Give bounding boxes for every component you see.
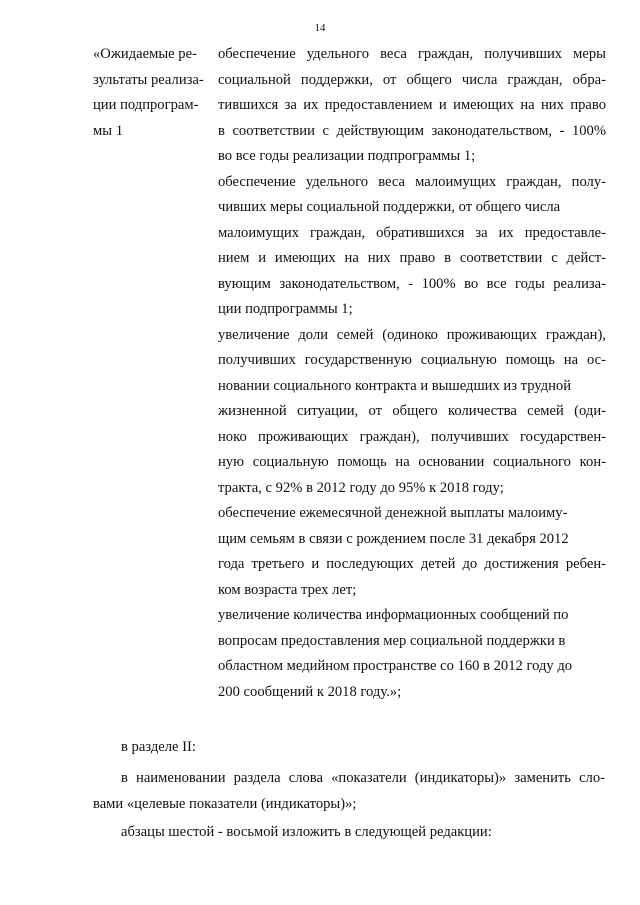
expected-results-heading [93,42,213,144]
expected-results-content [218,42,606,705]
content-line: тракта, с 92% в 2012 году до 95% к 2018 году; [218,479,504,496]
content-line: чивших меры социальной поддержки, от общего числа [218,199,561,215]
content-line: 200 сообщений к 2018 году.»; [218,683,402,700]
heading-line: «Ожидаемые ре- [93,46,197,62]
content-line: тившихся за их предоставлением и имеющих на них право [218,97,606,113]
content-line: обеспечение удельного веса малоимущих граждан, полу- [218,173,606,190]
paragraphs-instruction-line: абзацы шестой - восьмой изложить в следующей редакции: [121,824,492,840]
content-line: новании социального контракта и вышедших из трудной [218,377,572,394]
content-line: во все годы реализации подпрограммы 1; [218,148,476,164]
content-line: года третьего и последующих детей до достижения ребен- [218,556,606,572]
rename-instruction [93,766,605,817]
content-line: увеличение количества информационных сообщений по [218,607,569,623]
content-line: увеличение доли семей (одиноко проживающих граждан), [218,326,606,343]
content-line: жизненной ситуации, от общего количества семей (оди- [218,403,606,419]
content-line: вующим законодательством, - 100% во все годы реализа- [218,275,606,292]
content-line: вопросам предоставления мер социальной поддержки в [218,632,566,649]
content-line: ную социальную помощь на основании социального кон- [218,454,606,470]
heading-line: мы 1 [93,122,123,139]
content-line: в соответствии с действующим законодательством, - 100% [218,122,606,139]
content-line: получивших государственную социальную помощь на ос- [218,352,606,368]
content-line: обеспечение удельного веса граждан, получивших меры [218,46,606,62]
content-line: малоимущих граждан, обратившихся за их предоставле- [218,224,606,241]
section-ref-line: в разделе II: [121,739,196,755]
content-line: щим семьям в связи с рождением после 31 декабря 2012 [218,530,569,547]
heading-line: ции подпрограм- [93,97,199,113]
rename-instruction-line: в наименовании раздела слова «показатели (индикаторы)» заменить сло- [121,770,605,786]
content-line: ции подпрограммы 1; [218,301,353,317]
paragraphs-instruction [93,820,605,846]
page-number: 14 [314,22,326,34]
content-line: ноко проживающих граждан), получивших государствен- [218,428,606,445]
content-line: нием и имеющих на них право в соответствии с дейст- [218,250,606,266]
heading-line: зультаты реализа- [93,71,204,88]
content-line: социальной поддержки, от общего числа граждан, обра- [218,71,606,88]
content-line: обеспечение ежемесячной денежной выплаты малоиму- [218,505,568,521]
rename-instruction-line: вами «целевые показатели (индикаторы)»; [93,795,357,812]
content-line: областном медийном пространстве со 160 в 2012 году до [218,658,573,674]
content-line: ком возраста трех лет; [218,581,357,598]
section-reference [93,735,605,761]
